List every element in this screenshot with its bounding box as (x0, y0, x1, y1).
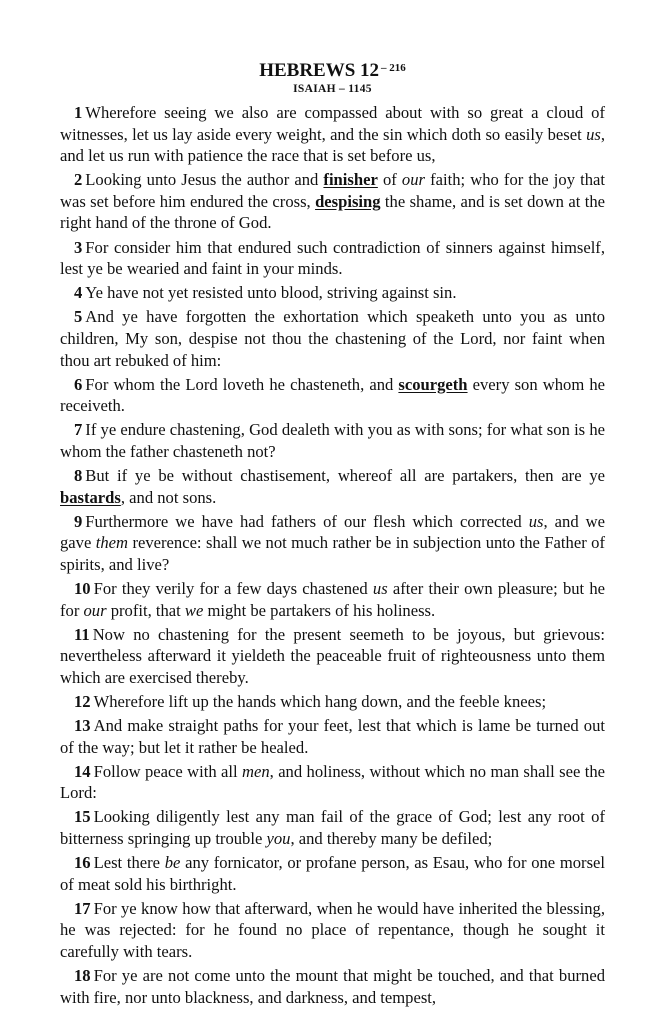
verse-number: 12 (74, 691, 91, 711)
italic-word: our (83, 600, 107, 620)
verse-text: might be partakers of his holiness. (203, 600, 436, 620)
verse-text: Looking unto Jesus the author and (85, 170, 324, 190)
verse-1 (60, 102, 605, 167)
verse-text: Furthermore we have had fathers of our flesh which corrected (85, 511, 529, 531)
verse-text: For whom the Lord loveth he chasteneth, and (85, 374, 399, 394)
verse-text: faith; who for the joy that was set before him endured the cross, (60, 170, 606, 211)
verse-text: For ye know how that afterward, when he would have inherited the blessing, he was rejected: for he found no place of repentance, though he sought it carefully with tears. (60, 898, 605, 961)
verse-number: 16 (74, 853, 91, 873)
verse-text: reverence: shall we not much rather be in subjection unto the Father of spirits, and live? (60, 533, 605, 574)
verse-number: 3 (74, 237, 83, 257)
verse-5 (60, 306, 605, 371)
verse-text: Wherefore seeing we also are compassed about with so great a cloud of witnesses, let us lay aside every weight, and the sin which doth so easily beset (60, 103, 605, 144)
verse-number: 14 (74, 761, 91, 781)
italic-word: men (242, 761, 270, 781)
highlighted-word: finisher (323, 170, 378, 190)
verse-number: 17 (74, 898, 91, 918)
verse-number: 4 (74, 283, 83, 303)
verse-text: And ye have forgotten the exhortation which speaketh unto you as unto children, My son, despise not thou the chastening of the Lord, nor faint when thou art rebuked of him: (60, 307, 605, 370)
italic-word: we (184, 600, 204, 620)
verse-11 (60, 624, 605, 689)
page-title (60, 60, 605, 82)
italic-word: our (401, 170, 425, 190)
verse-text: For consider him that endured such contradiction of sinners against himself, lest ye be wearied and faint in your minds. (60, 237, 605, 279)
verse-text: any fornicator, or profane person, as Esau, who for one morsel of meat sold his birthright. (60, 853, 606, 894)
verse-number: 6 (74, 374, 83, 394)
highlighted-word: scourgeth (398, 374, 468, 394)
italic-word: them (95, 533, 129, 553)
verse-12 (60, 691, 605, 713)
italic-word: you (266, 829, 291, 848)
verse-9 (60, 511, 605, 576)
verse-text: , and thereby many be defiled; (290, 829, 493, 848)
verse-text: , and not sons. (120, 487, 217, 507)
verse-6 (60, 374, 605, 417)
verse-15 (60, 806, 605, 849)
verse-number: 7 (74, 420, 83, 440)
verse-text: But if ye be without chastisement, whereof all are partakers, then are ye (85, 466, 605, 485)
verse-text: Follow peace with all (93, 761, 242, 781)
verse-number: 15 (74, 807, 91, 827)
verse-17 (60, 898, 605, 963)
verse-number: 5 (74, 307, 83, 327)
page-header (60, 60, 605, 96)
verse-2 (60, 169, 605, 234)
verse-text: Wherefore lift up the hands which hang down, and the feeble knees; (93, 691, 547, 711)
verse-7 (60, 419, 605, 462)
italic-word: be (164, 853, 181, 873)
verse-text: Looking diligently lest any man fail of the grace of God; lest any root of bitterness springing up trouble (60, 807, 605, 848)
verse-text: Ye have not yet resisted unto blood, striving against sin. (85, 283, 457, 303)
verse-3 (60, 237, 605, 280)
verse-text: If ye endure chastening, God dealeth with you as with sons; for what son is he whom the father chasteneth not? (60, 420, 605, 461)
verse-number: 1 (74, 103, 83, 122)
verse-text: after their own pleasure; but he for (60, 578, 606, 620)
verse-number: 18 (74, 966, 91, 986)
verse-14 (60, 761, 605, 804)
highlighted-word: bastards (60, 487, 121, 507)
verse-number: 9 (74, 511, 83, 531)
verse-16 (60, 852, 605, 895)
verse-13 (60, 715, 605, 758)
italic-word: us (372, 578, 388, 598)
chapter-title: HEBREWS 12 (259, 60, 380, 81)
verse-text: , and holiness, without which no man shall see the Lord: (60, 761, 605, 803)
verse-text: For ye are not come unto the mount that might be touched, and that burned with fire, nor unto blackness, and darkness, and tempest, (60, 966, 605, 1007)
verse-18 (60, 965, 605, 1008)
verse-number: 10 (74, 578, 91, 598)
highlighted-word: despising (315, 191, 381, 211)
verse-number: 11 (74, 624, 90, 644)
verse-text: , and let us run with patience the race that is set before us, (60, 124, 605, 166)
verse-text: every son whom he receiveth. (60, 374, 605, 416)
verse-number: 8 (74, 466, 83, 485)
verse-10 (60, 578, 605, 621)
verse-text: Now no chastening for the present seemeth to be joyous, but grievous: nevertheless afterward it yieldeth the peaceable fruit of righteousness unto them which are exercised thereby. (60, 624, 605, 687)
verse-text: the shame, and is set down at the right hand of the throne of God. (60, 191, 605, 233)
verse-text: For they verily for a few days chastened (93, 578, 373, 598)
verse-4 (60, 282, 605, 304)
verse-text: profit, that (106, 600, 185, 620)
verse-number: 2 (74, 170, 83, 190)
verse-text: Lest there (93, 853, 165, 873)
verse-text: And make straight paths for your feet, lest that which is lame be turned out of the way; but let it rather be healed. (60, 716, 605, 757)
cross-reference: ISAIAH – 1145 (293, 83, 372, 95)
verse-text: , and we gave (60, 511, 605, 553)
italic-word: us (586, 124, 601, 144)
italic-word: us (528, 511, 544, 531)
verse-list (60, 102, 605, 1008)
verse-8 (60, 465, 605, 508)
page-number: – 216 (381, 62, 406, 74)
verse-text: of (377, 170, 402, 190)
verse-number: 13 (74, 716, 91, 736)
